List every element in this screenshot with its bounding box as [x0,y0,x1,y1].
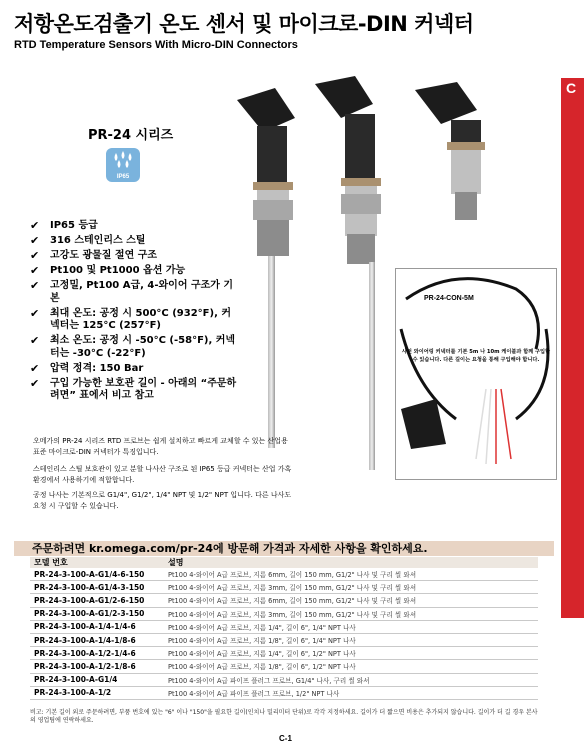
feature-item: ✔ 압력 정격: 150 Bar [30,361,144,375]
model-number: PR-24-3-100-A-G1/4-3-150 [30,581,164,594]
sensor-probe-3-icon [415,82,485,220]
table-row [30,607,538,620]
feature-item: ✔ Pt100 및 Pt1000 옵션 가능 [30,263,186,277]
model-description: Pt100 4-와이어 A급 파이프 플러그 프로브, G1/4" 나사, 구리 씰 와셔 [164,673,538,686]
table-header-row [30,557,538,568]
feature-item: ✔ 고정밀, Pt100 A급, 4-와이어 구조가 기본 [30,278,234,304]
model-description: Pt100 4-와이어 A급 프로브, 지름 1/4", 길이 6", 1/4" NPT 나사 [164,620,538,633]
check-icon: ✔ [30,233,40,247]
sensor-probe-2-icon [315,76,381,264]
table-row [30,568,538,581]
table-row [30,686,538,699]
sensor-probe-1-icon [237,88,295,256]
model-number: PR-24-3-100-A-G1/4-6-150 [30,568,164,581]
model-description: Pt100 4-와이어 A급 프로브, 지름 1/4", 길이 6", 1/2" NPT 나사 [164,647,538,660]
model-description: Pt100 4-와이어 A급 파이프 플러그 프로브, 1/2" NPT 나사 [164,686,538,699]
section-tab-letter: C [566,80,577,96]
model-number: PR-24-3-100-A-G1/4 [30,673,164,686]
table-row [30,594,538,607]
connector-cable-inset [395,268,557,480]
column-header-desc: 설명 [164,557,538,568]
model-description: Pt100 4-와이어 A급 프로브, 지름 1/8", 길이 6", 1/2" NPT 나사 [164,660,538,673]
water-drops-icon [106,148,140,174]
probe-stem-2 [369,262,375,470]
table-row [30,581,538,594]
order-heading: 주문하려면 kr.omega.com/pr-24에 방문해 가격과 자세한 사항을 확인하세요. [32,542,428,555]
feature-item: ✔ 구입 가능한 보호관 길이 - 아래의 “주문하려면” 표에서 비고 참고 [30,376,237,402]
section-tab [561,78,584,618]
model-description: Pt100 4-와이어 A급 프로브, 지름 3mm, 길이 150 mm, G1/2" 나사 및 구리 씰 와셔 [164,607,538,620]
cable-illustration-icon [396,269,556,479]
table-row [30,620,538,633]
check-icon: ✔ [30,361,40,375]
series-name: PR-24 시리즈 [88,128,174,143]
order-note: 비고: 기본 길이 외로 주문하려면, 부품 번호에 있는 "6" 이나 "150"을 필요한 길이(인치나 밀리미터 단위)로 각각 지정하세요. 길이가 더 짧으면 비용은 추가되지 않습니다. 길이가 더 길 경우 본사의 영업팀에 연락하세요. [30,709,538,724]
feature-item: ✔ IP65 등급 [30,219,98,232]
check-icon: ✔ [30,376,40,390]
table-row [30,647,538,660]
check-icon: ✔ [30,263,40,277]
column-header-model: 모델 번호 [30,557,164,568]
check-icon: ✔ [30,278,40,292]
model-number: PR-24-3-100-A-1/2 [30,686,164,699]
description-paragraph: 오메가의 PR-24 시리즈 RTD 프로브는 쉽게 설치하고 빠르게 교체할 수 있는 산업용 표준 마이크로-DIN 커넥터가 특징입니다. [33,437,288,456]
table-row [30,660,538,673]
product-photo [205,74,555,274]
model-number: PR-24-3-100-A-1/4-1/4-6 [30,620,164,633]
model-number: PR-24-3-100-A-G1/2-3-150 [30,607,164,620]
table-row [30,673,538,686]
check-icon: ✔ [30,248,40,262]
page-subtitle: RTD Temperature Sensors With Micro-DIN Connectors [14,39,298,51]
description-paragraph: 스테인리스 스틸 보호관이 있고 분할 나사산 구조로 된 IP65 등급 커넥터는 산업 가혹 환경에서 사용하기에 적합합니다. [33,465,292,484]
check-icon: ✔ [30,219,40,232]
description-paragraph: 공정 나사는 기본적으로 G1/4", G1/2", 1/4" NPT 및 1/2" NPT 입니다. 다른 나사도 요청 시 구입할 수 있습니다. [33,491,292,510]
page-number: C-1 [279,734,292,743]
model-description: Pt100 4-와이어 A급 프로브, 지름 6mm, 길이 150 mm, G1/2" 나사 및 구리 씰 와셔 [164,594,538,607]
check-icon: ✔ [30,306,40,320]
ip65-badge-icon [106,148,140,182]
model-table [30,557,538,700]
model-description: Pt100 4-와이어 A급 프로브, 지름 3mm, 길이 150 mm, G1/2" 나사 및 구리 씰 와셔 [164,581,538,594]
page-title: 저항온도검출기 온도 센서 및 마이크로-DIN 커넥터 [14,12,474,36]
order-heading-bar [14,541,554,556]
feature-item: ✔ 최대 온도: 공정 시 500°C (932°F), 커넥터는 125°C (257°F) [30,306,232,332]
model-number: PR-24-3-100-A-G1/2-6-150 [30,594,164,607]
model-description: Pt100 4-와이어 A급 프로브, 지름 6mm, 길이 150 mm, G1/2" 나사 및 구리 씰 와셔 [164,568,538,581]
model-description: Pt100 4-와이어 A급 프로브, 지름 1/8", 길이 6", 1/4" NPT 나사 [164,633,538,646]
probe-stem-1 [268,256,275,448]
inset-caption: 사전 와이어링 커넥터를 기본 5m 나 10m 케이블과 함께 구입할 수 있습니다. 다른 길이는 요청을 통해 구입해야 합니다. [401,349,551,363]
feature-list [30,220,240,405]
check-icon: ✔ [30,334,40,348]
model-number: PR-24-3-100-A-1/4-1/8-6 [30,633,164,646]
model-number: PR-24-3-100-A-1/2-1/4-6 [30,647,164,660]
ip65-label: IP65 [116,174,130,180]
feature-item: ✔ 고강도 광물질 절연 구조 [30,248,158,262]
feature-item: ✔ 최소 온도: 공정 시 -50°C (-58°F), 커넥터는 -30°C (-22°F) [30,334,236,359]
feature-item: ✔ 316 스테인리스 스틸 [30,233,146,247]
table-row [30,633,538,646]
model-number: PR-24-3-100-A-1/2-1/8-6 [30,660,164,673]
inset-label: PR-24-CON-5M [424,295,474,302]
